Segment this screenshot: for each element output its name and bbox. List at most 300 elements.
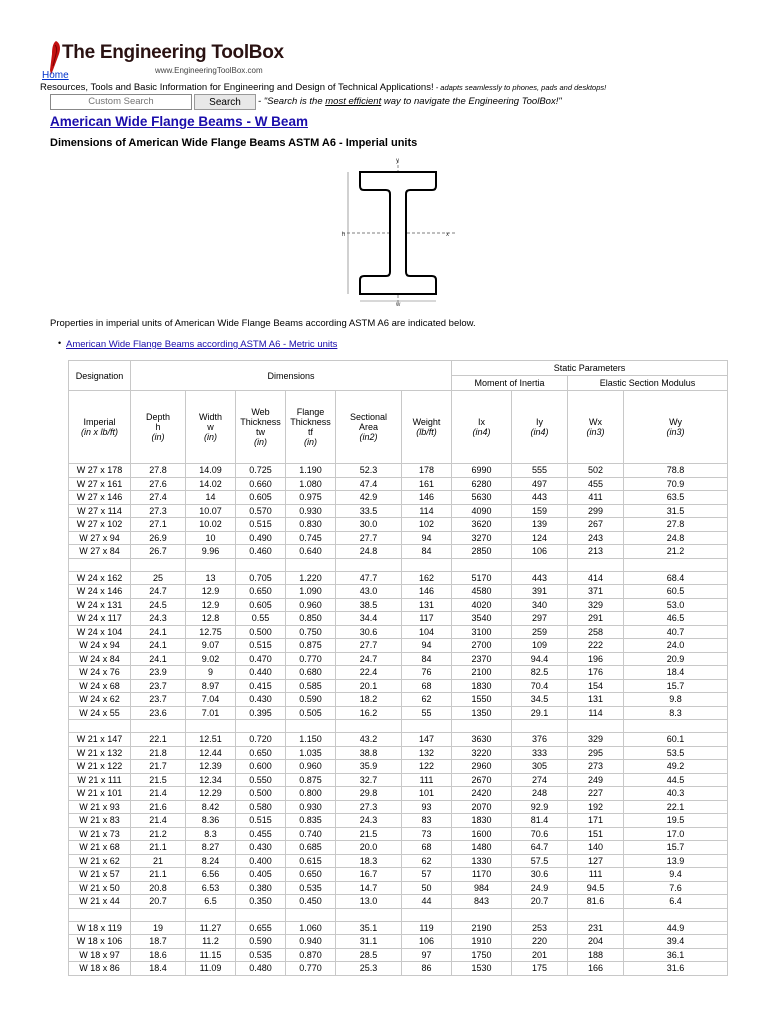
value-cell: 21.4 — [131, 787, 186, 801]
value-cell: 14.7 — [336, 881, 402, 895]
value-cell: 27.7 — [336, 639, 402, 653]
value-cell: 8.42 — [186, 800, 236, 814]
value-cell: 81.6 — [568, 895, 624, 909]
value-cell: 122 — [402, 760, 452, 774]
value-cell: 21.4 — [131, 814, 186, 828]
value-cell: 23.7 — [131, 693, 186, 707]
col-header-line: (in4) — [530, 427, 549, 437]
value-cell: 0.455 — [236, 827, 286, 841]
table-row — [69, 491, 728, 505]
value-cell: 44.9 — [624, 921, 728, 935]
value-cell: 0.600 — [236, 760, 286, 774]
empty-cell — [568, 558, 624, 571]
value-cell: 22.1 — [131, 733, 186, 747]
col-header-sectional-area — [336, 391, 402, 464]
value-cell: 24.8 — [624, 531, 728, 545]
value-cell: 127 — [568, 854, 624, 868]
value-cell: 55 — [402, 706, 452, 720]
value-cell: 151 — [568, 827, 624, 841]
value-cell: 92.9 — [512, 800, 568, 814]
value-cell: 22.1 — [624, 800, 728, 814]
value-cell: 3540 — [452, 612, 512, 626]
value-cell: 78.8 — [624, 464, 728, 478]
value-cell: 14.09 — [186, 464, 236, 478]
value-cell: 243 — [568, 531, 624, 545]
col-header-line: (in3) — [586, 427, 605, 437]
value-cell: 0.350 — [236, 895, 286, 909]
site-name: The Engineering ToolBox — [62, 42, 284, 63]
value-cell: 86 — [402, 962, 452, 976]
value-cell: 0.515 — [236, 814, 286, 828]
value-cell: 0.470 — [236, 652, 286, 666]
value-cell: 1.060 — [286, 921, 336, 935]
value-cell: 3100 — [452, 625, 512, 639]
empty-cell — [286, 558, 336, 571]
value-cell: 220 — [512, 935, 568, 949]
value-cell: 4020 — [452, 598, 512, 612]
value-cell: 21.7 — [131, 760, 186, 774]
empty-cell — [512, 558, 568, 571]
value-cell: 40.3 — [624, 787, 728, 801]
value-cell: 30.0 — [336, 518, 402, 532]
table-row — [69, 706, 728, 720]
value-cell: 0.800 — [286, 787, 336, 801]
empty-cell — [131, 558, 186, 571]
value-cell: 0.55 — [236, 612, 286, 626]
table-row — [69, 921, 728, 935]
value-cell: 21.8 — [131, 746, 186, 760]
value-cell: 201 — [512, 948, 568, 962]
empty-cell — [236, 558, 286, 571]
value-cell: 0.650 — [236, 585, 286, 599]
empty-cell — [512, 908, 568, 921]
value-cell: 114 — [402, 504, 452, 518]
col-header-ix — [452, 391, 512, 464]
value-cell: 5630 — [452, 491, 512, 505]
value-cell: 47.7 — [336, 571, 402, 585]
value-cell: 1.090 — [286, 585, 336, 599]
value-cell: 0.535 — [286, 881, 336, 895]
table-row — [69, 948, 728, 962]
value-cell: 376 — [512, 733, 568, 747]
value-cell: 84 — [402, 652, 452, 666]
designation-cell: W 21 x 147 — [69, 733, 131, 747]
value-cell: 139 — [512, 518, 568, 532]
search-button[interactable]: Search — [194, 94, 256, 110]
value-cell: 2070 — [452, 800, 512, 814]
table-row — [69, 841, 728, 855]
value-cell: 29.1 — [512, 706, 568, 720]
empty-cell — [568, 908, 624, 921]
value-cell: 297 — [512, 612, 568, 626]
value-cell: 57 — [402, 868, 452, 882]
w-beam-diagram — [330, 158, 470, 306]
value-cell: 18.4 — [131, 962, 186, 976]
site-url: www.EngineeringToolBox.com — [155, 66, 263, 75]
metric-units-link[interactable]: American Wide Flange Beams according ASTM A6 - Metric units — [66, 339, 338, 350]
value-cell: 0.930 — [286, 504, 336, 518]
value-cell: 60.1 — [624, 733, 728, 747]
col-header-line: Thickness — [290, 417, 331, 427]
value-cell: 0.830 — [286, 518, 336, 532]
table-row — [69, 827, 728, 841]
value-cell: 32.7 — [336, 773, 402, 787]
search-input[interactable] — [50, 94, 192, 110]
value-cell: 1350 — [452, 706, 512, 720]
table-row — [69, 733, 728, 747]
value-cell: 162 — [402, 571, 452, 585]
empty-cell — [286, 908, 336, 921]
col-header-line: Wx — [589, 417, 603, 427]
value-cell: 9.96 — [186, 545, 236, 559]
value-cell: 49.2 — [624, 760, 728, 774]
col-header-line: Imperial — [83, 417, 116, 427]
value-cell: 30.6 — [512, 868, 568, 882]
value-cell: 146 — [402, 585, 452, 599]
empty-cell — [286, 720, 336, 733]
col-header-line: tf — [307, 427, 313, 437]
value-cell: 154 — [568, 679, 624, 693]
value-cell: 0.605 — [236, 598, 286, 612]
value-cell: 0.500 — [236, 625, 286, 639]
value-cell: 33.5 — [336, 504, 402, 518]
value-cell: 17.0 — [624, 827, 728, 841]
value-cell: 30.6 — [336, 625, 402, 639]
value-cell: 27.3 — [131, 504, 186, 518]
search-hint — [258, 96, 562, 107]
value-cell: 259 — [512, 625, 568, 639]
col-header-line: Iy — [536, 417, 544, 427]
value-cell: 70.6 — [512, 827, 568, 841]
value-cell: 124 — [512, 531, 568, 545]
value-cell: 70.9 — [624, 477, 728, 491]
col-header-iy — [512, 391, 568, 464]
value-cell: 1530 — [452, 962, 512, 976]
value-cell: 188 — [568, 948, 624, 962]
value-cell: 26.9 — [131, 531, 186, 545]
empty-cell — [452, 908, 512, 921]
value-cell: 8.97 — [186, 679, 236, 693]
value-cell: 0.590 — [286, 693, 336, 707]
value-cell: 18.6 — [131, 948, 186, 962]
value-cell: 295 — [568, 746, 624, 760]
table-row — [69, 787, 728, 801]
col-header-flange-thickness — [286, 391, 336, 464]
value-cell: 222 — [568, 639, 624, 653]
designation-cell: W 24 x 68 — [69, 679, 131, 693]
value-cell: 68 — [402, 841, 452, 855]
value-cell: 21.1 — [131, 868, 186, 882]
designation-cell: W 21 x 44 — [69, 895, 131, 909]
value-cell: 0.750 — [286, 625, 336, 639]
value-cell: 106 — [512, 545, 568, 559]
value-cell: 6990 — [452, 464, 512, 478]
value-cell: 24.3 — [131, 612, 186, 626]
col-header-wx — [568, 391, 624, 464]
empty-cell — [131, 720, 186, 733]
empty-cell — [236, 908, 286, 921]
value-cell: 16.2 — [336, 706, 402, 720]
value-cell: 3630 — [452, 733, 512, 747]
col-header-line: Web — [251, 407, 270, 417]
value-cell: 329 — [568, 598, 624, 612]
value-cell: 6.4 — [624, 895, 728, 909]
value-cell: 15.7 — [624, 841, 728, 855]
value-cell: 6.56 — [186, 868, 236, 882]
value-cell: 10.02 — [186, 518, 236, 532]
value-cell: 94 — [402, 639, 452, 653]
table-row — [69, 666, 728, 680]
value-cell: 1600 — [452, 827, 512, 841]
value-cell: 8.3 — [624, 706, 728, 720]
value-cell: 27.7 — [336, 531, 402, 545]
value-cell: 249 — [568, 773, 624, 787]
value-cell: 5170 — [452, 571, 512, 585]
header-dimensions: Dimensions — [131, 361, 452, 391]
table-row — [69, 639, 728, 653]
value-cell: 1.080 — [286, 477, 336, 491]
value-cell: 40.7 — [624, 625, 728, 639]
table-row — [69, 868, 728, 882]
designation-cell: W 21 x 93 — [69, 800, 131, 814]
table-row — [69, 652, 728, 666]
designation-cell: W 21 x 101 — [69, 787, 131, 801]
value-cell: 38.8 — [336, 746, 402, 760]
value-cell: 2960 — [452, 760, 512, 774]
header-moment-of-inertia: Moment of Inertia — [452, 376, 568, 391]
value-cell: 20.7 — [131, 895, 186, 909]
value-cell: 27.8 — [624, 518, 728, 532]
value-cell: 35.9 — [336, 760, 402, 774]
value-cell: 0.685 — [286, 841, 336, 855]
value-cell: 2420 — [452, 787, 512, 801]
value-cell: 8.36 — [186, 814, 236, 828]
value-cell: 11.2 — [186, 935, 236, 949]
value-cell: 3270 — [452, 531, 512, 545]
value-cell: 11.09 — [186, 962, 236, 976]
designation-cell: W 18 x 86 — [69, 962, 131, 976]
value-cell: 81.4 — [512, 814, 568, 828]
value-cell: 104 — [402, 625, 452, 639]
value-cell: 178 — [402, 464, 452, 478]
value-cell: 1170 — [452, 868, 512, 882]
value-cell: 102 — [402, 518, 452, 532]
page-title[interactable]: American Wide Flange Beams - W Beam — [50, 114, 308, 129]
value-cell: 192 — [568, 800, 624, 814]
value-cell: 0.450 — [286, 895, 336, 909]
col-header-web-thickness — [236, 391, 286, 464]
value-cell: 15.7 — [624, 679, 728, 693]
value-cell: 28.5 — [336, 948, 402, 962]
value-cell: 0.515 — [236, 518, 286, 532]
table-row — [69, 612, 728, 626]
h-label: h — [342, 232, 346, 238]
col-header-line: Thickness — [240, 417, 281, 427]
value-cell: 11.15 — [186, 948, 236, 962]
value-cell: 68 — [402, 679, 452, 693]
value-cell: 0.640 — [286, 545, 336, 559]
value-cell: 0.720 — [236, 733, 286, 747]
value-cell: 0.870 — [286, 948, 336, 962]
designation-cell: W 27 x 84 — [69, 545, 131, 559]
value-cell: 6280 — [452, 477, 512, 491]
value-cell: 13.0 — [336, 895, 402, 909]
home-link[interactable]: Home — [42, 70, 69, 81]
value-cell: 2700 — [452, 639, 512, 653]
designation-cell: W 21 x 62 — [69, 854, 131, 868]
value-cell: 12.8 — [186, 612, 236, 626]
value-cell: 0.960 — [286, 760, 336, 774]
value-cell: 0.400 — [236, 854, 286, 868]
empty-cell — [402, 908, 452, 921]
value-cell: 20.0 — [336, 841, 402, 855]
value-cell: 83 — [402, 814, 452, 828]
page-subtitle: Dimensions of American Wide Flange Beams ASTM A6 - Imperial units — [50, 137, 418, 149]
designation-cell: W 24 x 76 — [69, 666, 131, 680]
value-cell: 159 — [512, 504, 568, 518]
table-spacer-row — [69, 558, 728, 571]
value-cell: 20.1 — [336, 679, 402, 693]
value-cell: 414 — [568, 571, 624, 585]
table-row — [69, 895, 728, 909]
value-cell: 44 — [402, 895, 452, 909]
designation-cell: W 21 x 73 — [69, 827, 131, 841]
value-cell: 60.5 — [624, 585, 728, 599]
value-cell: 11.27 — [186, 921, 236, 935]
value-cell: 44.5 — [624, 773, 728, 787]
metric-link-item — [58, 338, 338, 350]
search-hint-prefix: - "Search is the — [258, 96, 326, 107]
value-cell: 34.5 — [512, 693, 568, 707]
value-cell: 27.3 — [336, 800, 402, 814]
value-cell: 0.930 — [286, 800, 336, 814]
value-cell: 43.2 — [336, 733, 402, 747]
site-header — [0, 0, 768, 108]
value-cell: 0.535 — [236, 948, 286, 962]
value-cell: 114 — [568, 706, 624, 720]
value-cell: 411 — [568, 491, 624, 505]
designation-cell: W 21 x 57 — [69, 868, 131, 882]
designation-cell: W 27 x 114 — [69, 504, 131, 518]
value-cell: 53.0 — [624, 598, 728, 612]
value-cell: 94.4 — [512, 652, 568, 666]
value-cell: 0.415 — [236, 679, 286, 693]
value-cell: 18.3 — [336, 854, 402, 868]
value-cell: 2100 — [452, 666, 512, 680]
col-header-line: Wy — [669, 417, 682, 427]
value-cell: 24.7 — [131, 585, 186, 599]
value-cell: 27.8 — [131, 464, 186, 478]
value-cell: 0.550 — [236, 773, 286, 787]
value-cell: 12.44 — [186, 746, 236, 760]
value-cell: 132 — [402, 746, 452, 760]
value-cell: 27.1 — [131, 518, 186, 532]
value-cell: 0.395 — [236, 706, 286, 720]
value-cell: 443 — [512, 491, 568, 505]
value-cell: 0.745 — [286, 531, 336, 545]
col-header-wy — [624, 391, 728, 464]
value-cell: 18.4 — [624, 666, 728, 680]
value-cell: 23.9 — [131, 666, 186, 680]
value-cell: 2670 — [452, 773, 512, 787]
table-row — [69, 571, 728, 585]
value-cell: 1830 — [452, 814, 512, 828]
col-header-line: (lb/ft) — [416, 427, 437, 437]
value-cell: 13 — [186, 571, 236, 585]
value-cell: 329 — [568, 733, 624, 747]
value-cell: 0.770 — [286, 962, 336, 976]
empty-cell — [336, 908, 402, 921]
table-row — [69, 625, 728, 639]
value-cell: 2850 — [452, 545, 512, 559]
value-cell: 196 — [568, 652, 624, 666]
designation-cell: W 21 x 132 — [69, 746, 131, 760]
empty-cell — [131, 908, 186, 921]
value-cell: 227 — [568, 787, 624, 801]
value-cell: 0.615 — [286, 854, 336, 868]
value-cell: 24.0 — [624, 639, 728, 653]
value-cell: 76 — [402, 666, 452, 680]
value-cell: 111 — [402, 773, 452, 787]
empty-cell — [186, 720, 236, 733]
value-cell: 43.0 — [336, 585, 402, 599]
col-header-weight — [402, 391, 452, 464]
designation-cell: W 24 x 162 — [69, 571, 131, 585]
col-header-line: Sectional — [349, 412, 388, 422]
col-header-line: (in x lb/ft) — [80, 427, 118, 437]
value-cell: 0.605 — [236, 491, 286, 505]
value-cell: 267 — [568, 518, 624, 532]
value-cell: 7.6 — [624, 881, 728, 895]
value-cell: 9 — [186, 666, 236, 680]
value-cell: 94 — [402, 531, 452, 545]
value-cell: 16.7 — [336, 868, 402, 882]
bullet-icon: • — [58, 338, 62, 348]
col-header-line: (in) — [254, 437, 267, 447]
value-cell: 9.4 — [624, 868, 728, 882]
value-cell: 455 — [568, 477, 624, 491]
tagline-small: - adapts seamlessly to phones, pads and desktops! — [433, 83, 607, 92]
col-header-line: Flange — [296, 407, 325, 417]
table-row — [69, 518, 728, 532]
col-header-depth — [131, 391, 186, 464]
table-row — [69, 773, 728, 787]
value-cell: 12.34 — [186, 773, 236, 787]
table-spacer-row — [69, 908, 728, 921]
value-cell: 31.1 — [336, 935, 402, 949]
value-cell: 36.1 — [624, 948, 728, 962]
table-spacer-row — [69, 720, 728, 733]
value-cell: 140 — [568, 841, 624, 855]
value-cell: 52.3 — [336, 464, 402, 478]
value-cell: 7.01 — [186, 706, 236, 720]
value-cell: 24.8 — [336, 545, 402, 559]
designation-cell: W 21 x 68 — [69, 841, 131, 855]
value-cell: 21.5 — [336, 827, 402, 841]
table-row — [69, 598, 728, 612]
value-cell: 131 — [402, 598, 452, 612]
value-cell: 291 — [568, 612, 624, 626]
designation-cell: W 24 x 94 — [69, 639, 131, 653]
empty-cell — [624, 720, 728, 733]
value-cell: 106 — [402, 935, 452, 949]
designation-cell: W 24 x 84 — [69, 652, 131, 666]
empty-cell — [452, 720, 512, 733]
value-cell: 0.650 — [286, 868, 336, 882]
value-cell: 47.4 — [336, 477, 402, 491]
beam-table — [68, 360, 728, 976]
value-cell: 248 — [512, 787, 568, 801]
